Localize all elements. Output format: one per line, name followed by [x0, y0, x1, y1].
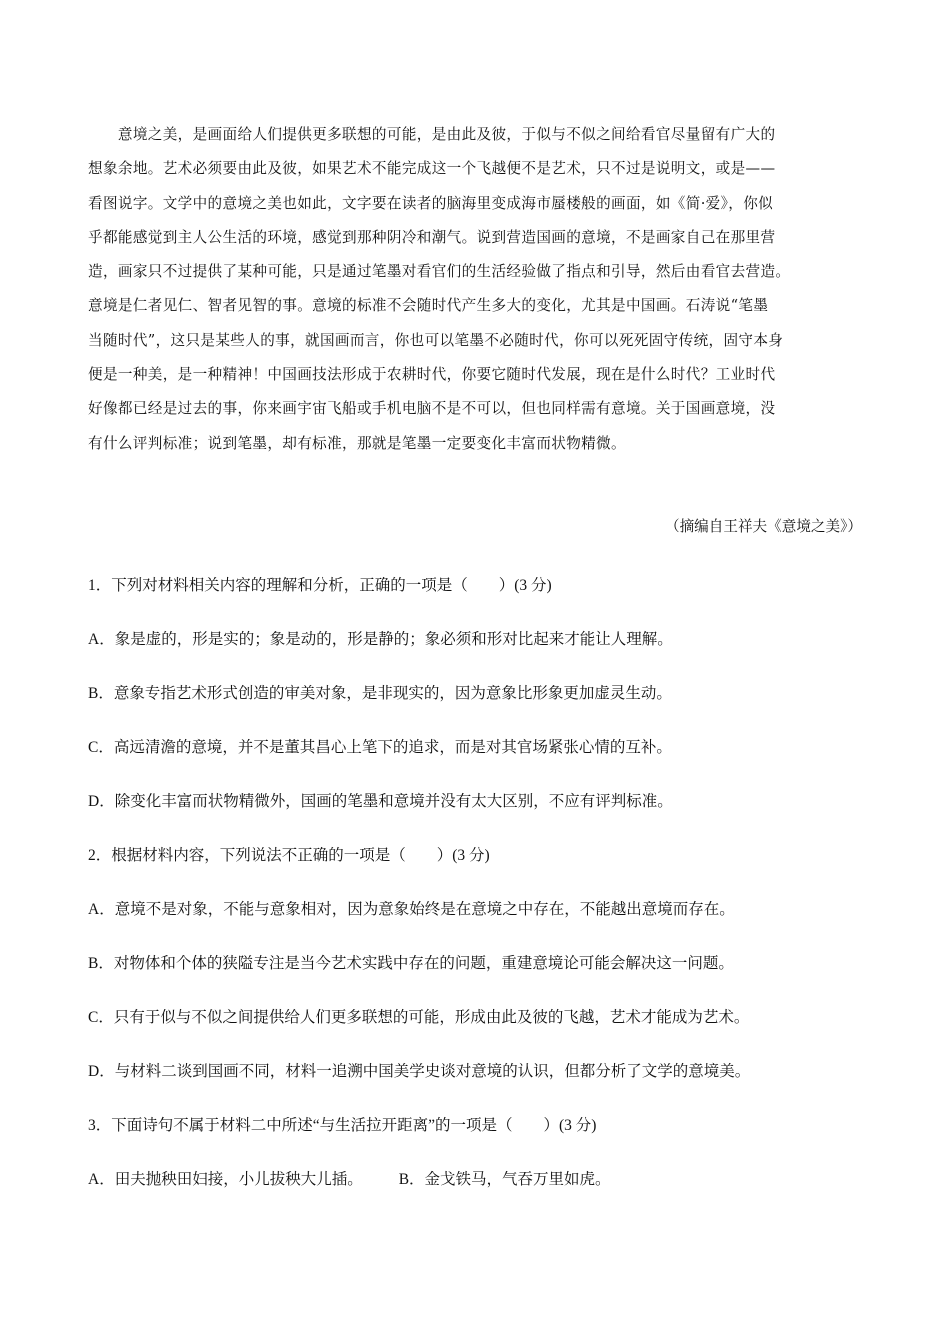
question-2-option-a: A．意境不是对象，不能与意象相对，因为意象始终是在意境之中存在，不能越出意境而存在。 [88, 901, 735, 918]
question-1-option-a: A．象是虚的，形是实的；象是动的，形是静的；象必须和形对比起来才能让人理解。 [88, 631, 673, 648]
question-1-option-b: B．意象专指艺术形式创造的审美对象，是非现实的，因为意象比形象更加虚灵生动。 [88, 685, 672, 702]
passage-line: 好像都已经是过去的事，你来画宇宙飞船或手机电脑不是不可以，但也同样需有意境。关于国画意境，没 [88, 400, 776, 418]
question-2-option-d: D．与材料二谈到国画不同，材料一追溯中国美学史谈对意境的认识，但都分析了文学的意境美。 [88, 1063, 751, 1080]
question-2-stem: 2．根据材料内容，下列说法不正确的一项是（ ）(3 分) [88, 847, 490, 864]
question-3-option-a: A．田夫抛秧田妇接，小儿拔秧大儿插。 [88, 1171, 363, 1188]
reading-passage [88, 118, 873, 461]
passage-line: 当随时代”，这只是某些人的事，就国画而言，你也可以笔墨不必随时代，你可以死死固守传统，固守本身 [88, 331, 784, 349]
question-2-option-c: C．只有于似与不似之间提供给人们更多联想的可能，形成由此及彼的飞越，艺术才能成为艺术。 [88, 1009, 750, 1026]
question-1-option-d: D．除变化丰富而状物精微外，国画的笔墨和意境并没有太大区别，不应有评判标准。 [88, 793, 673, 810]
passage-line: 便是一种美，是一种精神！中国画技法形成于农耕时代，你要它随时代发展，现在是什么时代？工业时代 [88, 366, 776, 384]
question-3-option-b: B．金戈铁马，气吞万里如虎。 [398, 1171, 611, 1188]
passage-line: 看图说字。文学中的意境之美也如此，文字要在读者的脑海里变成海市蜃楼般的画面，如《简·爱》，你似 [88, 194, 774, 212]
passage-source: （摘编自王祥夫《意境之美》） [664, 518, 862, 535]
question-1-option-c: C．高远清澹的意境，并不是董其昌心上笔下的追求，而是对其官场紧张心情的互补。 [88, 739, 672, 756]
passage-line: 想象余地。艺术必须要由此及彼，如果艺术不能完成这一个飞越便不是艺术，只不过是说明文，或是—— [88, 160, 776, 178]
question-3-stem: 3．下面诗句不属于材料二中所述“与生活拉开距离”的一项是（ ）(3 分) [88, 1117, 597, 1134]
passage-line: 意境之美，是画面给人们提供更多联想的可能，是由此及彼，于似与不似之间给看官尽量留有广大的 [88, 126, 776, 143]
passage-line: 意境是仁者见仁、智者见智的事。意境的标准不会随时代产生多大的变化，尤其是中国画。石涛说“笔墨 [88, 297, 769, 315]
question-1-stem: 1．下列对材料相关内容的理解和分析，正确的一项是（ ）(3 分) [88, 577, 552, 594]
question-2-option-b: B．对物体和个体的狭隘专注是当今艺术实践中存在的问题，重建意境论可能会解决这一问题。 [88, 955, 734, 972]
passage-line: 乎都能感觉到主人公生活的环境，感觉到那种阴冷和潮气。说到营造国画的意境，不是画家自己在那里营 [88, 228, 776, 246]
question-3-options [88, 1167, 611, 1189]
passage-line: 造，画家只不过提供了某种可能，只是通过笔墨对看官们的生活经验做了指点和引导，然后由看官去营造。 [88, 263, 791, 281]
passage-line: 有什么评判标准；说到笔墨，却有标准，那就是笔墨一定要变化丰富而状物精微。 [88, 434, 626, 452]
